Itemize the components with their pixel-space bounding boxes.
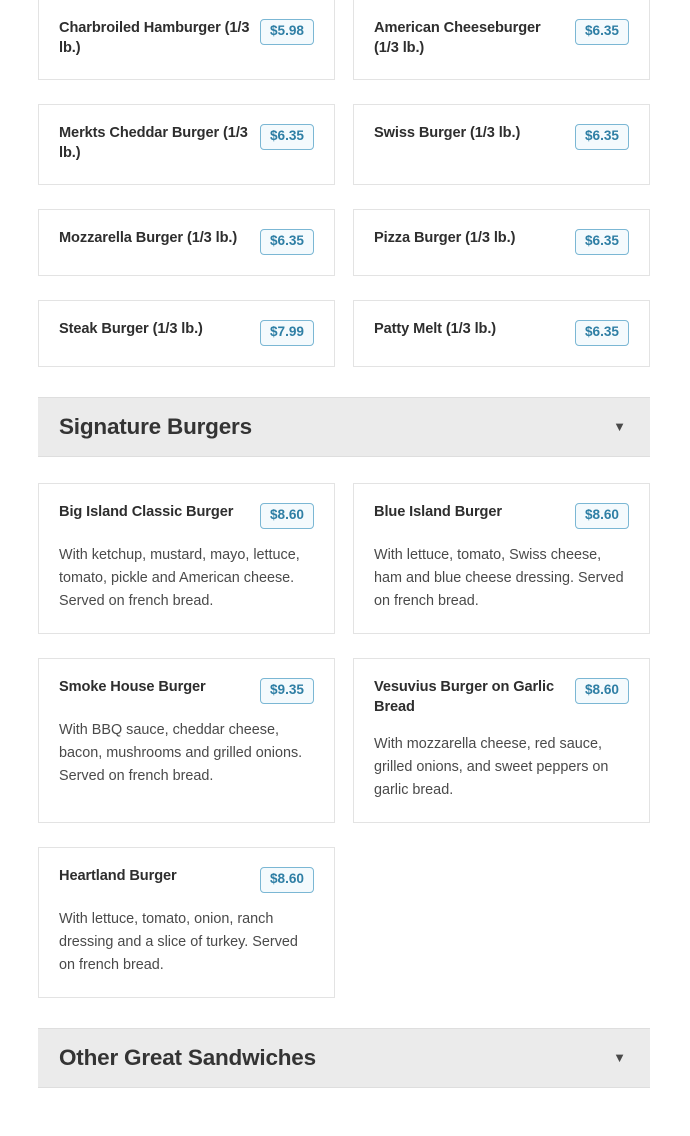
menu-item-name: Vesuvius Burger on Garlic Bread	[374, 678, 554, 716]
menu-item-name: Big Island Classic Burger	[59, 503, 234, 520]
menu-item-price: $9.35	[260, 678, 314, 704]
menu-item-name: Steak Burger (1/3 lb.)	[59, 320, 203, 337]
menu-item-description: With mozzarella cheese, red sauce, grilled onions, and sweet peppers on garlic bread.	[374, 735, 609, 798]
menu-grid-signature-burgers	[38, 483, 652, 1022]
menu-item-price: $6.35	[575, 320, 629, 346]
menu-item-header	[59, 228, 314, 255]
menu-item-description: With BBQ sauce, cheddar cheese, bacon, mushrooms and grilled onions. Served on french bread.	[59, 721, 303, 784]
menu-item-card[interactable]	[353, 0, 650, 80]
menu-grid-burgers	[38, 0, 652, 391]
menu-item-name: Blue Island Burger	[374, 503, 502, 520]
menu-item-name: Merkts Cheddar Burger (1/3 lb.)	[59, 124, 248, 162]
menu-item-card[interactable]	[353, 483, 650, 634]
section-title: Other Great Sandwiches	[59, 1044, 316, 1070]
menu-item-name: Smoke House Burger	[59, 678, 206, 695]
menu-item-price: $8.60	[575, 678, 629, 704]
menu-item-description: With lettuce, tomato, onion, ranch dressing and a slice of turkey. Served on french bread.	[59, 910, 298, 973]
menu-item-card[interactable]	[38, 847, 335, 998]
menu-item-card[interactable]	[353, 209, 650, 276]
menu-item-price: $6.35	[575, 229, 629, 255]
page-bottom-spacer	[38, 1114, 652, 1136]
menu-item-price: $7.99	[260, 320, 314, 346]
menu-item-card[interactable]	[38, 209, 335, 276]
section-title: Signature Burgers	[59, 413, 252, 439]
menu-item-header	[59, 319, 314, 346]
menu-item-name: Pizza Burger (1/3 lb.)	[374, 229, 516, 246]
menu-item-name: Mozzarella Burger (1/3 lb.)	[59, 229, 238, 246]
menu-item-header	[59, 18, 314, 59]
section-header-signature-burgers[interactable]	[38, 397, 650, 457]
menu-item-header	[59, 502, 314, 529]
menu-item-description: With lettuce, tomato, Swiss cheese, ham and blue cheese dressing. Served on french bread.	[374, 546, 624, 609]
menu-item-price: $6.35	[260, 124, 314, 150]
menu-item-name: Swiss Burger (1/3 lb.)	[374, 124, 521, 141]
menu-item-header	[59, 866, 314, 893]
menu-item-name: Heartland Burger	[59, 867, 177, 884]
menu-item-card[interactable]	[353, 300, 650, 367]
menu-item-price: $8.60	[260, 503, 314, 529]
menu-item-header	[374, 228, 629, 255]
menu-item-card[interactable]	[38, 483, 335, 634]
menu-item-price: $8.60	[575, 503, 629, 529]
menu-item-header	[374, 18, 629, 59]
menu-item-header	[59, 123, 314, 164]
menu-item-card[interactable]	[353, 658, 650, 823]
menu-item-card[interactable]	[38, 0, 335, 80]
menu-item-card[interactable]	[38, 104, 335, 185]
chevron-down-icon[interactable]: ▼	[613, 419, 626, 435]
menu-item-card[interactable]	[353, 104, 650, 185]
menu-item-description: With ketchup, mustard, mayo, lettuce, tomato, pickle and American cheese. Served on french bread.	[59, 546, 300, 609]
menu-item-header	[374, 319, 629, 346]
menu-item-name: Patty Melt (1/3 lb.)	[374, 320, 497, 337]
menu-item-price: $6.35	[260, 229, 314, 255]
menu-item-header	[374, 502, 629, 529]
menu-item-price: $6.35	[575, 124, 629, 150]
menu-item-card[interactable]	[38, 658, 335, 823]
menu-item-header	[59, 677, 314, 704]
menu-item-price: $5.98	[260, 19, 314, 45]
menu-item-name: Charbroiled Hamburger (1/3 lb.)	[59, 20, 250, 57]
menu-item-header	[374, 677, 629, 718]
chevron-down-icon[interactable]: ▼	[613, 1050, 626, 1066]
menu-item-price: $8.60	[260, 867, 314, 893]
menu-item-card[interactable]	[38, 300, 335, 367]
menu-item-name: American Cheeseburger (1/3 lb.)	[374, 20, 541, 57]
menu-item-header	[374, 123, 629, 150]
section-header-other-great-sandwiches[interactable]	[38, 1028, 650, 1088]
menu-item-price: $6.35	[575, 19, 629, 45]
